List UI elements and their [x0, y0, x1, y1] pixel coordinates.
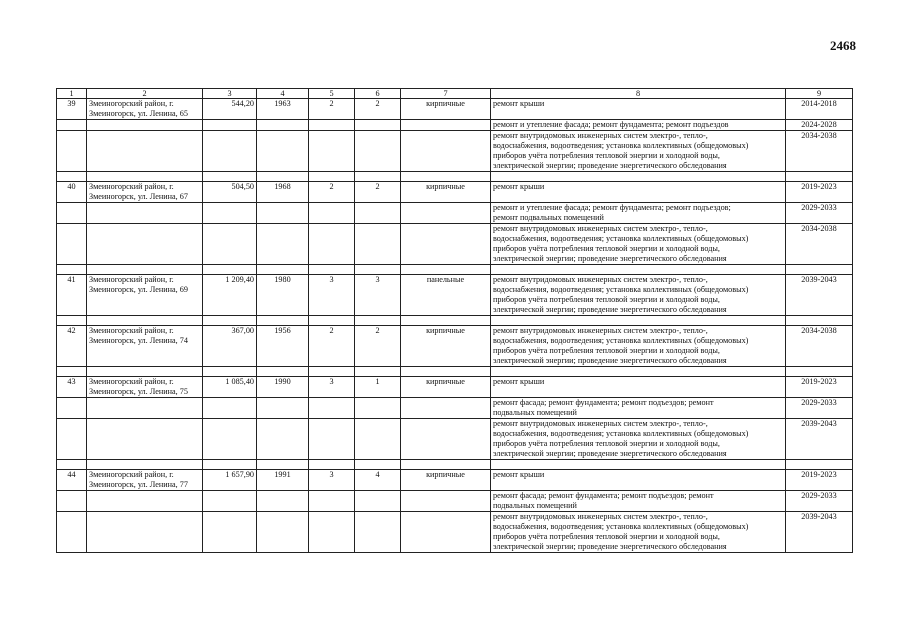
address-line: Змеиногорский район, г.	[89, 377, 174, 386]
material-cell	[401, 131, 491, 172]
table-row	[57, 182, 853, 203]
work-line: электрической энергии; проведение энергетического обследования	[493, 161, 727, 170]
work-line: водоснабжения, водоотведения; установка коллективных (общедомовых)	[493, 234, 749, 243]
work-description	[491, 377, 786, 398]
work-line: приборов учёта потребления тепловой энергии и холодной воды,	[493, 532, 720, 541]
year-cell	[257, 120, 309, 131]
address-cell	[87, 203, 203, 224]
record-number: 43	[57, 377, 87, 398]
area-cell: 544,20	[203, 99, 257, 120]
empty-cell	[57, 265, 87, 275]
area-cell: 1 085,40	[203, 377, 257, 398]
record-number	[57, 120, 87, 131]
empty-cell	[257, 172, 309, 182]
record-number: 42	[57, 326, 87, 367]
work-line: ремонт крыши	[493, 182, 545, 191]
repair-period: 2034-2038	[786, 326, 853, 367]
work-line: водоснабжения, водоотведения; установка коллективных (общедомовых)	[493, 336, 749, 345]
work-line: приборов учёта потребления тепловой энергии и холодной воды,	[493, 295, 720, 304]
empty-cell	[309, 265, 355, 275]
material-cell	[401, 491, 491, 512]
floors-cell: 3	[309, 377, 355, 398]
address-line: Змеиногорский район, г.	[89, 470, 174, 479]
address-cell	[87, 224, 203, 265]
entrances-cell: 2	[355, 99, 401, 120]
work-line: ремонт внутридомовых инженерных систем электро-, тепло-,	[493, 326, 708, 335]
repair-period: 2039-2043	[786, 512, 853, 553]
repair-period: 2029-2033	[786, 398, 853, 419]
work-line: приборов учёта потребления тепловой энергии и холодной воды,	[493, 244, 720, 253]
area-cell	[203, 224, 257, 265]
record-number	[57, 224, 87, 265]
record-number	[57, 203, 87, 224]
area-cell	[203, 398, 257, 419]
empty-cell	[203, 265, 257, 275]
work-description	[491, 182, 786, 203]
year-cell: 1968	[257, 182, 309, 203]
work-description	[491, 419, 786, 460]
work-line: ремонт крыши	[493, 99, 545, 108]
empty-cell	[257, 316, 309, 326]
repair-period: 2019-2023	[786, 470, 853, 491]
repair-period: 2034-2038	[786, 224, 853, 265]
empty-cell	[87, 172, 203, 182]
page-number: 2468	[830, 38, 856, 53]
area-cell	[203, 491, 257, 512]
material-cell	[401, 398, 491, 419]
column-header: 6	[355, 89, 401, 99]
empty-cell	[257, 460, 309, 470]
work-line: ремонт внутридомовых инженерных систем электро-, тепло-,	[493, 224, 708, 233]
empty-cell	[401, 367, 491, 377]
address-line: Змеиногорск, ул. Ленина, 77	[89, 480, 188, 489]
entrances-cell	[355, 120, 401, 131]
address-line: Змеиногорск, ул. Ленина, 65	[89, 109, 188, 118]
repair-period: 2034-2038	[786, 131, 853, 172]
empty-cell	[309, 172, 355, 182]
empty-cell	[57, 316, 87, 326]
address-cell	[87, 182, 203, 203]
work-line: ремонт внутридомовых инженерных систем электро-, тепло-,	[493, 419, 708, 428]
address-cell	[87, 491, 203, 512]
repair-period: 2029-2033	[786, 203, 853, 224]
year-cell: 1963	[257, 99, 309, 120]
empty-cell	[355, 172, 401, 182]
address-cell	[87, 326, 203, 367]
area-cell	[203, 419, 257, 460]
work-line: электрической энергии; проведение энергетического обследования	[493, 254, 727, 263]
floors-cell: 2	[309, 99, 355, 120]
year-cell: 1980	[257, 275, 309, 316]
table-row	[57, 470, 853, 491]
entrances-cell	[355, 512, 401, 553]
work-line: ремонт и утепление фасада; ремонт фундамента; ремонт подъездов;	[493, 203, 731, 212]
material-cell: кирпичные	[401, 470, 491, 491]
address-cell	[87, 419, 203, 460]
empty-cell	[257, 265, 309, 275]
record-number: 39	[57, 99, 87, 120]
empty-cell	[355, 367, 401, 377]
empty-cell	[491, 316, 786, 326]
work-line: подвальных помещений	[493, 501, 577, 510]
empty-cell	[401, 460, 491, 470]
entrances-cell: 2	[355, 182, 401, 203]
empty-cell	[87, 460, 203, 470]
work-line: ремонт крыши	[493, 470, 545, 479]
address-line: Змеиногорск, ул. Ленина, 67	[89, 192, 188, 201]
repair-period: 2039-2043	[786, 275, 853, 316]
empty-cell	[203, 367, 257, 377]
work-line: ремонт подвальных помещений	[493, 213, 604, 222]
address-cell	[87, 131, 203, 172]
empty-cell	[401, 172, 491, 182]
table-row	[57, 224, 853, 265]
material-cell	[401, 512, 491, 553]
floors-cell	[309, 120, 355, 131]
column-header: 7	[401, 89, 491, 99]
floors-cell	[309, 224, 355, 265]
work-description	[491, 512, 786, 553]
work-line: приборов учёта потребления тепловой энергии и холодной воды,	[493, 439, 720, 448]
floors-cell: 3	[309, 470, 355, 491]
empty-cell	[203, 316, 257, 326]
work-line: приборов учёта потребления тепловой энергии и холодной воды,	[493, 151, 720, 160]
column-number-row	[57, 89, 853, 99]
empty-cell	[786, 265, 853, 275]
work-line: электрической энергии; проведение энергетического обследования	[493, 542, 727, 551]
entrances-cell: 1	[355, 377, 401, 398]
address-cell	[87, 99, 203, 120]
empty-cell	[491, 265, 786, 275]
work-line: водоснабжения, водоотведения; установка коллективных (общедомовых)	[493, 429, 749, 438]
empty-cell	[57, 172, 87, 182]
entrances-cell: 2	[355, 326, 401, 367]
material-cell	[401, 419, 491, 460]
record-number	[57, 398, 87, 419]
address-line: Змеиногорский район, г.	[89, 275, 174, 284]
empty-cell	[786, 460, 853, 470]
floors-cell: 3	[309, 275, 355, 316]
empty-cell	[786, 367, 853, 377]
entrances-cell	[355, 131, 401, 172]
area-cell	[203, 512, 257, 553]
entrances-cell	[355, 398, 401, 419]
table-row	[57, 419, 853, 460]
table-row	[57, 99, 853, 120]
material-cell	[401, 203, 491, 224]
work-description	[491, 99, 786, 120]
area-cell: 367,00	[203, 326, 257, 367]
capital-repair-table	[56, 88, 853, 553]
work-description	[491, 326, 786, 367]
address-line: Змеиногорск, ул. Ленина, 75	[89, 387, 188, 396]
table-row	[57, 120, 853, 131]
floors-cell	[309, 491, 355, 512]
material-cell: кирпичные	[401, 326, 491, 367]
record-number	[57, 491, 87, 512]
record-number	[57, 131, 87, 172]
empty-cell	[309, 367, 355, 377]
repair-period: 2029-2033	[786, 491, 853, 512]
entrances-cell	[355, 491, 401, 512]
empty-cell	[401, 265, 491, 275]
empty-cell	[57, 367, 87, 377]
record-gap-row	[57, 316, 853, 326]
work-description	[491, 203, 786, 224]
work-description	[491, 275, 786, 316]
record-gap-row	[57, 265, 853, 275]
work-line: ремонт внутридомовых инженерных систем электро-, тепло-,	[493, 275, 708, 284]
empty-cell	[203, 460, 257, 470]
address-cell	[87, 398, 203, 419]
record-gap-row	[57, 367, 853, 377]
work-line: водоснабжения, водоотведения; установка коллективных (общедомовых)	[493, 285, 749, 294]
table-row	[57, 491, 853, 512]
address-line: Змеиногорский район, г.	[89, 99, 174, 108]
entrances-cell: 3	[355, 275, 401, 316]
empty-cell	[309, 460, 355, 470]
table-row	[57, 326, 853, 367]
year-cell: 1991	[257, 470, 309, 491]
column-header: 8	[491, 89, 786, 99]
empty-cell	[203, 172, 257, 182]
empty-cell	[309, 316, 355, 326]
column-header: 2	[87, 89, 203, 99]
repair-period: 2039-2043	[786, 419, 853, 460]
area-cell	[203, 131, 257, 172]
work-line: электрической энергии; проведение энергетического обследования	[493, 356, 727, 365]
repair-period: 2024-2028	[786, 120, 853, 131]
floors-cell	[309, 512, 355, 553]
empty-cell	[491, 367, 786, 377]
year-cell	[257, 512, 309, 553]
repair-period: 2019-2023	[786, 182, 853, 203]
empty-cell	[355, 316, 401, 326]
work-description	[491, 131, 786, 172]
empty-cell	[491, 172, 786, 182]
year-cell	[257, 203, 309, 224]
year-cell	[257, 224, 309, 265]
column-header: 5	[309, 89, 355, 99]
address-cell	[87, 512, 203, 553]
repair-period: 2019-2023	[786, 377, 853, 398]
address-line: Змеиногорский район, г.	[89, 182, 174, 191]
empty-cell	[87, 265, 203, 275]
repair-period: 2014-2018	[786, 99, 853, 120]
work-line: электрической энергии; проведение энергетического обследования	[493, 305, 727, 314]
table-row	[57, 377, 853, 398]
area-cell	[203, 120, 257, 131]
entrances-cell	[355, 203, 401, 224]
address-cell	[87, 275, 203, 316]
work-line: ремонт фасада; ремонт фундамента; ремонт подъездов; ремонт	[493, 398, 714, 407]
work-description	[491, 224, 786, 265]
area-cell: 1 657,90	[203, 470, 257, 491]
floors-cell	[309, 131, 355, 172]
work-line: ремонт фасада; ремонт фундамента; ремонт подъездов; ремонт	[493, 491, 714, 500]
work-line: подвальных помещений	[493, 408, 577, 417]
table-row	[57, 398, 853, 419]
table-row	[57, 512, 853, 553]
record-number	[57, 419, 87, 460]
empty-cell	[87, 367, 203, 377]
empty-cell	[355, 460, 401, 470]
record-number: 41	[57, 275, 87, 316]
year-cell	[257, 398, 309, 419]
area-cell: 1 209,40	[203, 275, 257, 316]
work-description	[491, 398, 786, 419]
record-gap-row	[57, 460, 853, 470]
year-cell	[257, 131, 309, 172]
work-line: ремонт и утепление фасада; ремонт фундамента; ремонт подъездов	[493, 120, 729, 129]
area-cell: 504,50	[203, 182, 257, 203]
floors-cell: 2	[309, 182, 355, 203]
empty-cell	[257, 367, 309, 377]
address-cell	[87, 470, 203, 491]
address-line: Змеиногорск, ул. Ленина, 74	[89, 336, 188, 345]
work-description	[491, 491, 786, 512]
floors-cell	[309, 203, 355, 224]
address-line: Змеиногорский район, г.	[89, 326, 174, 335]
column-header: 9	[786, 89, 853, 99]
year-cell: 1990	[257, 377, 309, 398]
floors-cell	[309, 398, 355, 419]
record-number: 40	[57, 182, 87, 203]
floors-cell: 2	[309, 326, 355, 367]
entrances-cell	[355, 419, 401, 460]
entrances-cell: 4	[355, 470, 401, 491]
work-description	[491, 470, 786, 491]
work-line: водоснабжения, водоотведения; установка коллективных (общедомовых)	[493, 141, 749, 150]
column-header: 3	[203, 89, 257, 99]
record-gap-row	[57, 172, 853, 182]
empty-cell	[87, 316, 203, 326]
area-cell	[203, 203, 257, 224]
work-line: приборов учёта потребления тепловой энергии и холодной воды,	[493, 346, 720, 355]
year-cell	[257, 491, 309, 512]
empty-cell	[491, 460, 786, 470]
table-row	[57, 275, 853, 316]
column-header: 1	[57, 89, 87, 99]
table-row	[57, 203, 853, 224]
empty-cell	[355, 265, 401, 275]
material-cell: кирпичные	[401, 99, 491, 120]
work-description	[491, 120, 786, 131]
year-cell: 1956	[257, 326, 309, 367]
column-header: 4	[257, 89, 309, 99]
table-row	[57, 131, 853, 172]
empty-cell	[786, 316, 853, 326]
material-cell: кирпичные	[401, 182, 491, 203]
work-line: ремонт внутридомовых инженерных систем электро-, тепло-,	[493, 131, 708, 140]
entrances-cell	[355, 224, 401, 265]
record-number	[57, 512, 87, 553]
work-line: ремонт внутридомовых инженерных систем электро-, тепло-,	[493, 512, 708, 521]
year-cell	[257, 419, 309, 460]
record-number: 44	[57, 470, 87, 491]
material-cell	[401, 224, 491, 265]
empty-cell	[401, 316, 491, 326]
address-cell	[87, 120, 203, 131]
material-cell: кирпичные	[401, 377, 491, 398]
work-line: ремонт крыши	[493, 377, 545, 386]
address-cell	[87, 377, 203, 398]
floors-cell	[309, 419, 355, 460]
work-line: электрической энергии; проведение энергетического обследования	[493, 449, 727, 458]
empty-cell	[57, 460, 87, 470]
empty-cell	[786, 172, 853, 182]
material-cell: панельные	[401, 275, 491, 316]
work-line: водоснабжения, водоотведения; установка коллективных (общедомовых)	[493, 522, 749, 531]
address-line: Змеиногорск, ул. Ленина, 69	[89, 285, 188, 294]
material-cell	[401, 120, 491, 131]
